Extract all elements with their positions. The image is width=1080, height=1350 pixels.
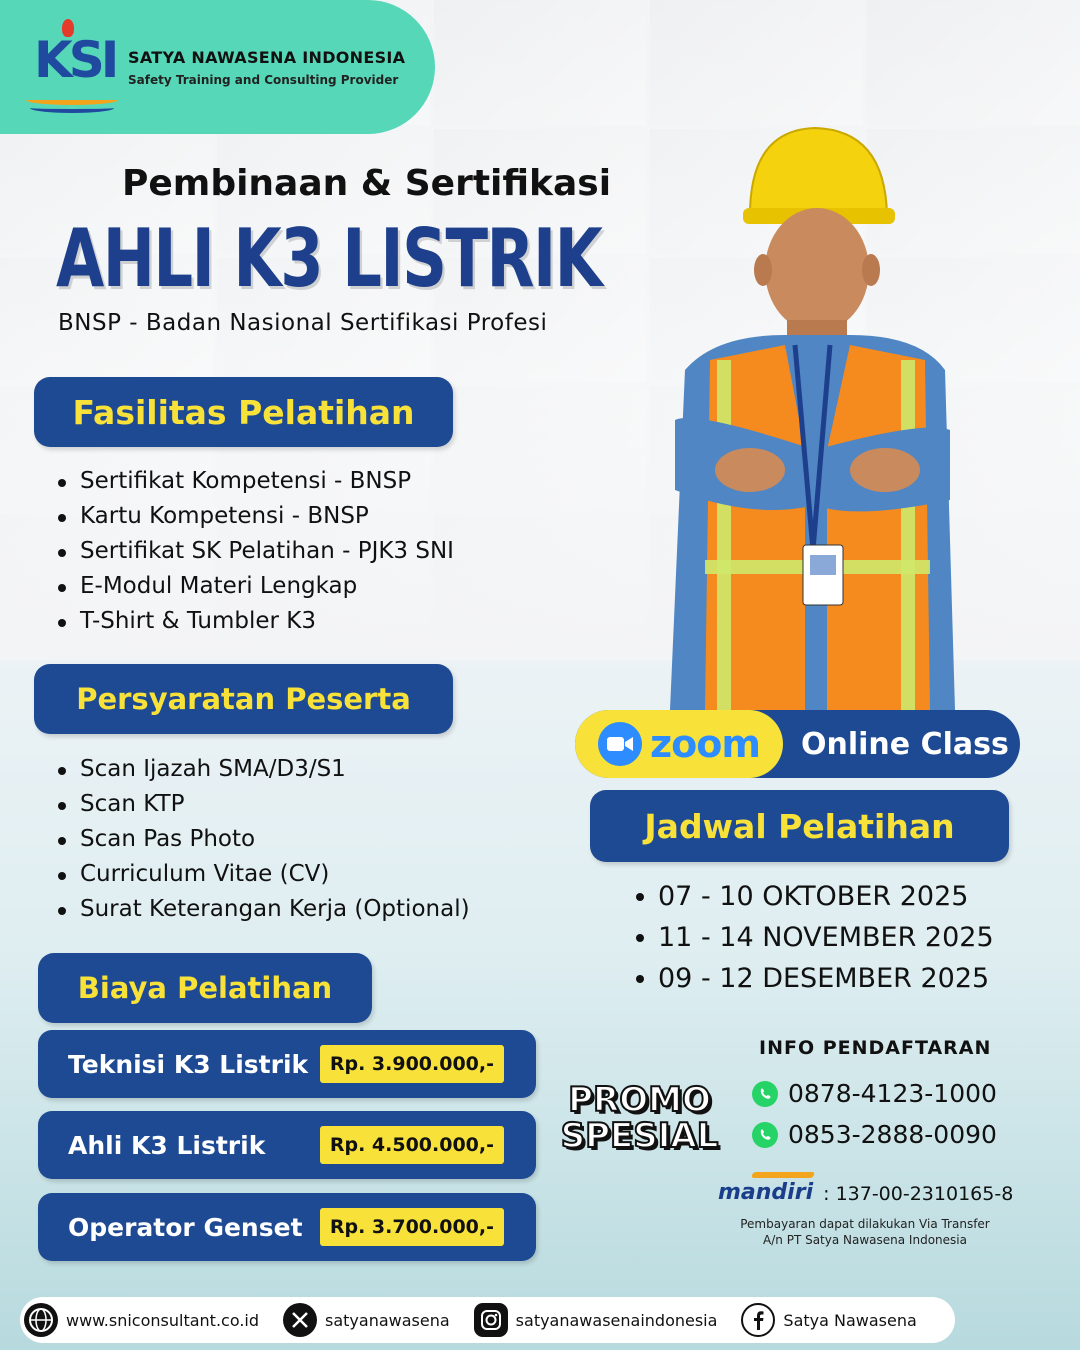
price-value: Rp. 3.700.000,- xyxy=(320,1208,504,1246)
list-item: E-Modul Materi Lengkap xyxy=(56,569,454,604)
price-name: Operator Genset xyxy=(68,1212,303,1242)
fasilitas-heading: Fasilitas Pelatihan xyxy=(34,377,453,447)
online-class-label: Online Class xyxy=(801,726,1009,762)
phone-number: 0853-2888-0090 xyxy=(788,1120,997,1149)
promo-badge xyxy=(552,1082,727,1154)
x-link[interactable] xyxy=(283,1303,450,1337)
ksi-logo-icon: KSI xyxy=(22,17,122,117)
price-value: Rp. 4.500.000,- xyxy=(320,1126,504,1164)
list-item: Sertifikat SK Pelatihan - PJK3 SNI xyxy=(56,534,454,569)
schedule-item: 09 - 12 DESEMBER 2025 xyxy=(634,958,994,999)
list-item: T-Shirt & Tumbler K3 xyxy=(56,604,454,639)
list-item: Scan Ijazah SMA/D3/S1 xyxy=(56,752,470,787)
zoom-wordmark: zoom xyxy=(650,722,760,766)
instagram-handle: satyanawasenaindonesia xyxy=(515,1310,718,1330)
price-name: Teknisi K3 Listrik xyxy=(68,1049,309,1079)
company-header xyxy=(0,0,435,134)
x-handle: satyanawasena xyxy=(325,1310,450,1330)
facebook-link[interactable] xyxy=(741,1303,916,1337)
jadwal-list xyxy=(634,876,994,999)
price-row xyxy=(38,1193,536,1261)
payment-note xyxy=(720,1216,1010,1248)
price-name: Ahli K3 Listrik xyxy=(68,1130,266,1160)
phone-number: 0878-4123-1000 xyxy=(788,1079,997,1108)
promo-line-1: PROMO xyxy=(568,1080,711,1120)
instagram-link[interactable] xyxy=(474,1303,718,1337)
whatsapp-icon xyxy=(752,1081,778,1107)
instagram-icon xyxy=(474,1303,508,1337)
video-camera-icon xyxy=(598,722,642,766)
biaya-heading: Biaya Pelatihan xyxy=(38,953,372,1023)
payment-note-line: A/n PT Satya Nawasena Indonesia xyxy=(763,1233,967,1247)
bank-account xyxy=(718,1180,1013,1205)
whatsapp-icon xyxy=(752,1122,778,1148)
x-logo-icon xyxy=(283,1303,317,1337)
list-item: Kartu Kompetensi - BNSP xyxy=(56,499,454,534)
list-item: Sertifikat Kompetensi - BNSP xyxy=(56,464,454,499)
online-class-badge xyxy=(575,710,1020,778)
schedule-item: 07 - 10 OKTOBER 2025 xyxy=(634,876,994,917)
schedule-item: 11 - 14 NOVEMBER 2025 xyxy=(634,917,994,958)
globe-icon xyxy=(24,1303,58,1337)
facebook-icon xyxy=(741,1303,775,1337)
subtitle: BNSP - Badan Nasional Sertifikasi Profesi xyxy=(58,310,548,336)
payment-note-line: Pembayaran dapat dilakukan Via Transfer xyxy=(740,1217,990,1231)
list-item: Curriculum Vitae (CV) xyxy=(56,857,470,892)
promo-line-2: SPESIAL xyxy=(560,1116,719,1156)
company-name: SATYA NAWASENA INDONESIA xyxy=(128,47,406,67)
list-item: Surat Keterangan Kerja (Optional) xyxy=(56,892,470,927)
jadwal-heading: Jadwal Pelatihan xyxy=(590,790,1009,862)
price-value: Rp. 3.900.000,- xyxy=(320,1045,504,1083)
price-row xyxy=(38,1111,536,1179)
list-item: Scan Pas Photo xyxy=(56,822,470,857)
phone-contact[interactable] xyxy=(752,1120,997,1149)
facebook-name: Satya Nawasena xyxy=(783,1310,917,1330)
zoom-logo xyxy=(575,710,783,778)
website-text: www.sniconsultant.co.id xyxy=(66,1310,260,1330)
mandiri-logo: mandiri xyxy=(718,1180,814,1205)
page-title: AHLI K3 LISTRIK xyxy=(56,212,602,305)
fasilitas-list xyxy=(56,464,454,639)
worker-illustration xyxy=(655,120,965,710)
info-title: INFO PENDAFTARAN xyxy=(759,1037,992,1059)
phone-contact[interactable] xyxy=(752,1079,997,1108)
persyaratan-heading: Persyaratan Peserta xyxy=(34,664,453,734)
persyaratan-list xyxy=(56,752,470,927)
account-number: : 137-00-2310165-8 xyxy=(823,1183,1014,1205)
list-item: Scan KTP xyxy=(56,787,470,822)
website-link[interactable] xyxy=(24,1303,259,1337)
price-row xyxy=(38,1030,536,1098)
social-footer xyxy=(20,1297,955,1343)
company-tagline: Safety Training and Consulting Provider xyxy=(128,72,399,87)
headline: Pembinaan & Sertifikasi xyxy=(122,163,612,204)
